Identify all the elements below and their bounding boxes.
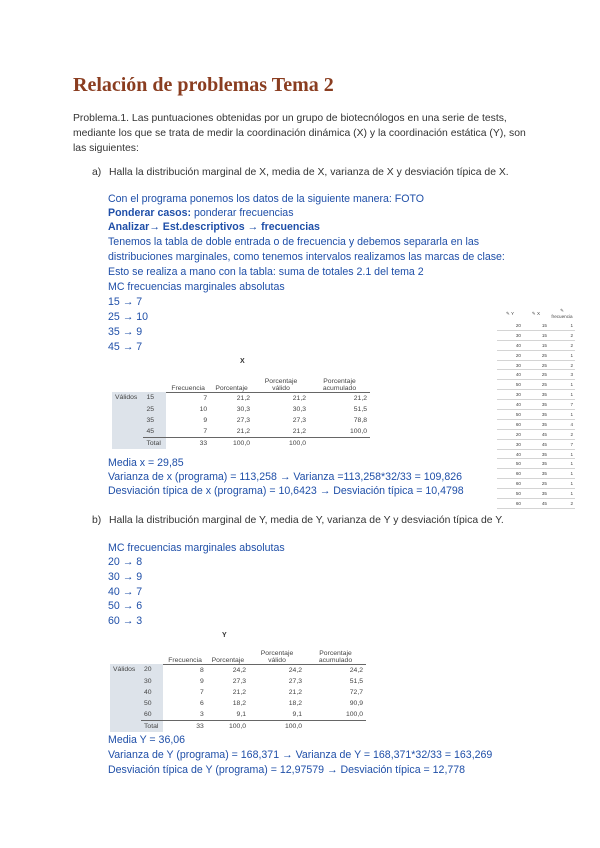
row-label: 30	[141, 676, 163, 687]
data-view-row	[497, 469, 575, 479]
table-row	[110, 698, 366, 709]
cell: 8	[199, 666, 204, 674]
cell: 21,2	[232, 688, 246, 696]
row-label: 45	[143, 426, 166, 438]
row-label: 25	[143, 404, 166, 415]
cell: 7	[203, 394, 208, 402]
table-row	[112, 392, 370, 404]
side-header: X	[537, 310, 541, 316]
cell: 78,8	[353, 416, 367, 424]
cell: 7	[199, 688, 204, 696]
data-view-row	[497, 390, 575, 400]
data-view-cell: 50	[497, 380, 523, 390]
marginal-x-row: 25 → 10	[108, 311, 149, 323]
data-view-cell: 35	[523, 469, 549, 479]
data-view-cell: 1	[549, 469, 575, 479]
data-view-cell: 45	[523, 439, 549, 449]
data-view-cell: 40	[497, 449, 523, 459]
data-view-cell: 60	[497, 479, 523, 489]
data-view-cell: 1	[549, 380, 575, 390]
cell: 27,3	[288, 677, 302, 685]
data-view-cell: 60	[497, 419, 523, 429]
table-row	[112, 426, 370, 438]
cell: 21,2	[292, 394, 306, 402]
data-view-cell: 35	[523, 410, 549, 420]
cell: 6	[199, 699, 204, 707]
cell	[309, 437, 370, 449]
cell: 10	[199, 405, 208, 413]
data-view-cell: 1	[549, 410, 575, 420]
table-x-name: X	[240, 358, 245, 365]
cell: 51,5	[349, 677, 363, 685]
cell: 24,2	[232, 666, 246, 674]
table-row	[110, 687, 366, 698]
pencil-icon-y: ✎ Y	[505, 310, 515, 316]
answer-b-line: MC frecuencias marginales absolutas	[108, 542, 285, 554]
table-row	[110, 709, 366, 721]
data-view-row	[497, 459, 575, 469]
cell: 9,1	[236, 710, 246, 718]
data-view-cell: 35	[523, 419, 549, 429]
cell: 18,2	[288, 699, 302, 707]
cell: 7	[203, 427, 208, 435]
data-view-cell: 40	[497, 400, 523, 410]
cell: 51,5	[353, 405, 367, 413]
data-view-row	[497, 429, 575, 439]
row-label: 35	[143, 415, 166, 426]
data-view-row	[497, 419, 575, 429]
data-view-cell: 2	[549, 360, 575, 370]
data-view-cell: 30	[497, 390, 523, 400]
mean-y: Media Y = 36,06	[108, 734, 186, 746]
group-label: Válidos	[110, 664, 141, 676]
data-view-row	[497, 439, 575, 449]
cell: 100,0	[345, 710, 363, 718]
data-view-row	[497, 400, 575, 410]
col-header: Porcentaje acumulado	[309, 368, 370, 392]
data-view-cell: 25	[523, 380, 549, 390]
row-label: 50	[141, 698, 163, 709]
data-view-row	[497, 340, 575, 350]
data-view-cell: 25	[523, 350, 549, 360]
data-view-row	[497, 330, 575, 340]
data-view-cell: 40	[497, 370, 523, 380]
cell: 24,2	[349, 666, 363, 674]
row-label: Total	[143, 437, 166, 449]
pencil-icon-frecuencia: ✎ frecuencia	[551, 308, 573, 319]
row-label: Total	[141, 720, 163, 732]
data-view-row	[497, 360, 575, 370]
row-label: 60	[141, 709, 163, 721]
table-row	[110, 664, 366, 676]
answer-a-line: Tenemos la tabla de doble entrada o de frecuencia y debemos separarla en las	[108, 236, 480, 248]
cell: 100,0	[207, 720, 249, 732]
data-view-row	[497, 479, 575, 489]
data-view-cell: 60	[497, 469, 523, 479]
cell: 33	[166, 437, 210, 449]
data-view-cell: 30	[497, 360, 523, 370]
answer-a-line: Esto se realiza a mano con la tabla: suma de totales 2.1 del tema 2	[108, 266, 424, 278]
row-label: 15	[143, 392, 166, 404]
data-view-cell: 4	[549, 419, 575, 429]
table-row-total	[112, 437, 370, 449]
data-view-cell: 35	[523, 390, 549, 400]
cell: 21,2	[292, 427, 306, 435]
question-b-label: b)	[92, 515, 102, 526]
side-header: Y	[510, 310, 515, 316]
cell: 9	[199, 677, 204, 685]
data-view-cell: 45	[523, 499, 549, 509]
col-header: Porcentaje	[210, 368, 253, 392]
data-view-table	[497, 306, 575, 509]
data-view-cell: 1	[549, 479, 575, 489]
marginal-y-row: 30 → 9	[108, 571, 143, 583]
data-view-cell: 15	[523, 321, 549, 330]
std-dev-x: Desviación típica de x (programa) = 10,6423 → Desviación típica = 10,4798	[108, 485, 464, 497]
data-view-cell: 2	[549, 499, 575, 509]
cell: 30,3	[292, 405, 306, 413]
marginal-y-row: 50 → 6	[108, 600, 143, 612]
side-header: frecuencia	[551, 314, 573, 319]
cell: 100,0	[249, 720, 305, 732]
std-dev-y: Desviación típica de Y (programa) = 12,97579 → Desviación típica = 12,778	[108, 764, 466, 776]
data-view-cell: 30	[497, 439, 523, 449]
cell: 100,0	[210, 437, 253, 449]
data-view-cell: 35	[523, 489, 549, 499]
mean-x: Media x = 29,85	[108, 457, 184, 469]
question-b-text: Halla la distribución marginal de Y, media de Y, varianza de Y y desviación típica de Y.	[109, 515, 504, 526]
answer-a-analizar: Analizar→ Est.descriptivos → frecuencias	[108, 221, 320, 233]
cell: 21,2	[353, 394, 367, 402]
col-header: Frecuencia	[163, 642, 206, 664]
table-row	[110, 676, 366, 687]
data-view-cell: 2	[549, 429, 575, 439]
data-view-cell: 35	[523, 449, 549, 459]
cell: 9	[203, 416, 208, 424]
cell: 100,0	[349, 427, 367, 435]
group-label: Válidos	[112, 392, 143, 404]
marginal-y-row: 20 → 8	[108, 556, 143, 568]
data-view-row	[497, 499, 575, 509]
data-view-row	[497, 321, 575, 330]
cell: 90,9	[349, 699, 363, 707]
marginal-x-row: 35 → 9	[108, 326, 143, 338]
data-view-cell: 1	[549, 459, 575, 469]
cell	[305, 720, 366, 732]
cell: 18,2	[232, 699, 246, 707]
answer-a-line: MC frecuencias marginales absolutas	[108, 281, 285, 293]
data-view-cell: 20	[497, 321, 523, 330]
marginal-y-row: 40 → 7	[108, 586, 143, 598]
data-view-cell: 60	[497, 499, 523, 509]
data-view-cell: 1	[549, 350, 575, 360]
table-y-name: Y	[222, 632, 227, 639]
data-view-row	[497, 350, 575, 360]
cell: 21,2	[288, 688, 302, 696]
cell: 21,2	[236, 427, 250, 435]
data-view-cell: 25	[523, 479, 549, 489]
cell: 72,7	[349, 688, 363, 696]
col-header: Frecuencia	[166, 368, 210, 392]
table-row-total	[110, 720, 366, 732]
marginal-y-row: 60 → 3	[108, 615, 143, 627]
question-a-label: a)	[92, 167, 102, 178]
data-view-cell: 30	[497, 330, 523, 340]
data-view-cell: 50	[497, 489, 523, 499]
ponderar-bold: Ponderar casos:	[108, 207, 192, 219]
data-view-cell: 15	[523, 340, 549, 350]
data-view-row	[497, 410, 575, 420]
answer-a-line: distribuciones marginales, como tenemos intervalos realizamos las marcas de clase:	[108, 251, 505, 263]
cell: 24,2	[288, 666, 302, 674]
data-view-cell: 50	[497, 410, 523, 420]
data-view-cell: 50	[497, 459, 523, 469]
data-view-cell: 25	[523, 370, 549, 380]
data-view-cell: 2	[549, 330, 575, 340]
marginal-x-row: 15 → 7	[108, 296, 143, 308]
col-header: Porcentaje acumulado	[305, 642, 366, 664]
pencil-icon-x: ✎ X	[531, 310, 541, 316]
col-header: Porcentaje válido	[249, 642, 305, 664]
question-a-text: Halla la distribución marginal de X, media de X, varianza de X y desviación típica de X.	[109, 167, 509, 178]
data-view-row	[497, 370, 575, 380]
answer-a-line: Con el programa ponemos los datos de la siguiente manera: FOTO	[108, 193, 425, 205]
variance-y: Varianza de Y (programa) = 168,371 → Varianza de Y = 168,371*32/33 = 163,269	[108, 749, 493, 761]
data-view-cell: 20	[497, 350, 523, 360]
data-view-cell: 15	[523, 330, 549, 340]
data-view-cell: 1	[549, 489, 575, 499]
data-view-row	[497, 449, 575, 459]
cell: 100,0	[253, 437, 309, 449]
data-view-cell: 1	[549, 449, 575, 459]
ponderar-rest: ponderar frecuencias	[191, 207, 294, 219]
cell: 9,1	[292, 710, 302, 718]
col-header: Porcentaje válido	[253, 368, 309, 392]
data-view-cell: 35	[523, 400, 549, 410]
variance-x: Varianza de x (programa) = 113,258 → Varianza =113,258*32/33 = 109,826	[108, 471, 463, 483]
data-view-cell: 7	[549, 439, 575, 449]
cell: 33	[163, 720, 206, 732]
data-view-cell: 1	[549, 321, 575, 330]
answer-a-ponderar	[108, 206, 294, 221]
row-label: 40	[141, 687, 163, 698]
problem-statement: Problema.1. Las puntuaciones obtenidas por un grupo de biotecnólogos en una serie de tests, mediante los que se trata de medir la coordinación dinámica (X) y la coordinación estática (Y), son las siguientes:	[73, 113, 526, 154]
data-view-cell: 20	[497, 429, 523, 439]
data-view-row	[497, 380, 575, 390]
data-view-cell: 35	[523, 459, 549, 469]
cell: 27,3	[236, 416, 250, 424]
data-view-cell: 3	[549, 370, 575, 380]
frequency-table-y	[110, 642, 366, 732]
data-view-cell: 45	[523, 429, 549, 439]
data-view-cell: 2	[549, 340, 575, 350]
data-view-cell: 25	[523, 360, 549, 370]
row-label: 20	[141, 664, 163, 676]
cell: 27,3	[232, 677, 246, 685]
cell: 30,3	[236, 405, 250, 413]
cell: 27,3	[292, 416, 306, 424]
data-view-cell: 1	[549, 390, 575, 400]
table-row	[112, 404, 370, 415]
data-view-cell: 7	[549, 400, 575, 410]
cell: 21,2	[236, 394, 250, 402]
col-header: Porcentaje	[207, 642, 249, 664]
cell: 3	[199, 710, 204, 718]
question-b	[92, 514, 512, 544]
data-view-row	[497, 489, 575, 499]
table-row	[112, 415, 370, 426]
page-title: Relación de problemas Tema 2	[73, 74, 334, 96]
frequency-table-x	[112, 368, 370, 449]
marginal-x-row: 45 → 7	[108, 341, 143, 353]
data-view-cell: 40	[497, 340, 523, 350]
